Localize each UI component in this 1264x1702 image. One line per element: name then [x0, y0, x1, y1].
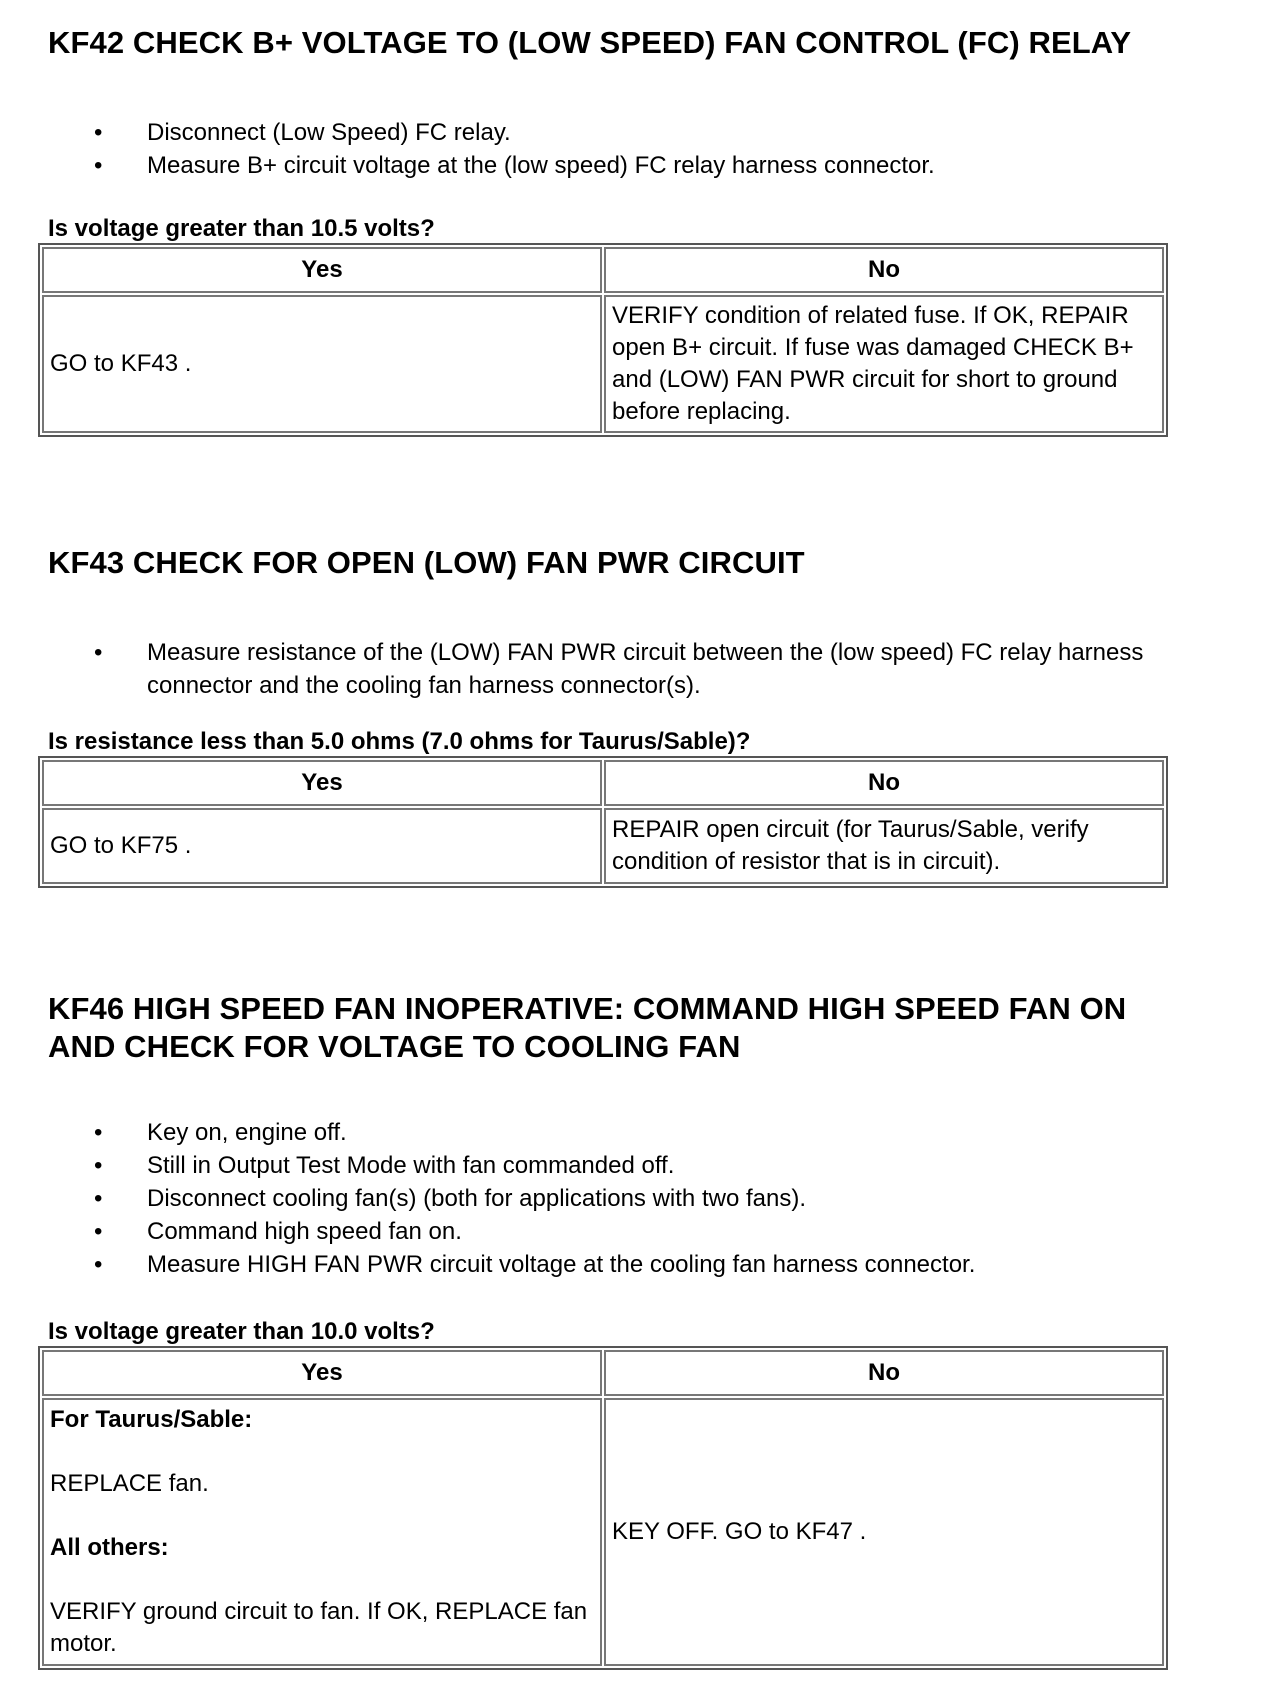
- section-heading: KF42 CHECK B+ VOLTAGE TO (LOW SPEED) FAN CONTROL (FC) RELAY: [48, 25, 1132, 60]
- bullet-icon: •: [94, 1152, 103, 1179]
- result-table: [38, 756, 1168, 888]
- question-text: Is voltage greater than 10.0 volts?: [48, 1318, 435, 1345]
- list-item: • Command high speed fan on.: [0, 1215, 1264, 1248]
- result-table: [38, 1346, 1168, 1670]
- section-kf42: [0, 24, 1264, 182]
- no-header: No: [604, 247, 1164, 293]
- result-table: [38, 243, 1168, 437]
- list-item: • Measure resistance of the (LOW) FAN PWR circuit between the (low speed) FC relay harness connector and the cooling fan harness connector(s).: [0, 636, 1264, 702]
- yes-header: Yes: [42, 247, 602, 293]
- question-text: Is voltage greater than 10.5 volts?: [48, 215, 435, 242]
- bullet-icon: •: [94, 1185, 103, 1212]
- section-heading: KF46 HIGH SPEED FAN INOPERATIVE: COMMAND HIGH SPEED FAN ON AND CHECK FOR VOLTAGE TO COOLING FAN: [48, 991, 1127, 1064]
- bullet-icon: •: [94, 1119, 103, 1146]
- list-item: • Disconnect (Low Speed) FC relay.: [0, 116, 1264, 149]
- subheading: All others:: [50, 1534, 169, 1561]
- list-item: • Disconnect cooling fan(s) (both for applications with two fans).: [0, 1182, 1264, 1215]
- no-header: No: [604, 760, 1164, 806]
- bullet-icon: •: [94, 1251, 103, 1278]
- section-kf46: [0, 990, 1264, 1281]
- bullet-icon: •: [94, 639, 103, 666]
- no-cell: REPAIR open circuit (for Taurus/Sable, verify condition of resistor that is in circuit).: [604, 808, 1164, 884]
- bullet-icon: •: [94, 1218, 103, 1245]
- bullet-icon: •: [94, 152, 103, 179]
- list-item: • Measure HIGH FAN PWR circuit voltage at the cooling fan harness connector.: [0, 1248, 1264, 1281]
- yes-header: Yes: [42, 760, 602, 806]
- no-cell: KEY OFF. GO to KF47 .: [604, 1398, 1164, 1666]
- yes-cell: [42, 1398, 602, 1666]
- subheading: For Taurus/Sable:: [50, 1406, 253, 1433]
- cell-text: VERIFY ground circuit to fan. If OK, REPLACE fan motor.: [50, 1598, 588, 1657]
- question-text: Is resistance less than 5.0 ohms (7.0 ohms for Taurus/Sable)?: [48, 728, 751, 755]
- cell-text: REPLACE fan.: [50, 1470, 209, 1497]
- bullet-icon: •: [94, 119, 103, 146]
- step-list: [0, 116, 1264, 182]
- yes-cell: GO to KF75 .: [42, 808, 602, 884]
- step-list: [0, 1116, 1264, 1281]
- list-item: • Key on, engine off.: [0, 1116, 1264, 1149]
- step-list: [0, 636, 1264, 702]
- yes-header: Yes: [42, 1350, 602, 1396]
- section-heading: KF43 CHECK FOR OPEN (LOW) FAN PWR CIRCUIT: [48, 545, 805, 580]
- list-item: • Still in Output Test Mode with fan commanded off.: [0, 1149, 1264, 1182]
- no-cell: VERIFY condition of related fuse. If OK, REPAIR open B+ circuit. If fuse was damaged CHECK B+ and (LOW) FAN PWR circuit for short to ground before replacing.: [604, 295, 1164, 433]
- section-kf43: [0, 544, 1264, 702]
- yes-cell: GO to KF43 .: [42, 295, 602, 433]
- no-header: No: [604, 1350, 1164, 1396]
- list-item: • Measure B+ circuit voltage at the (low speed) FC relay harness connector.: [0, 149, 1264, 182]
